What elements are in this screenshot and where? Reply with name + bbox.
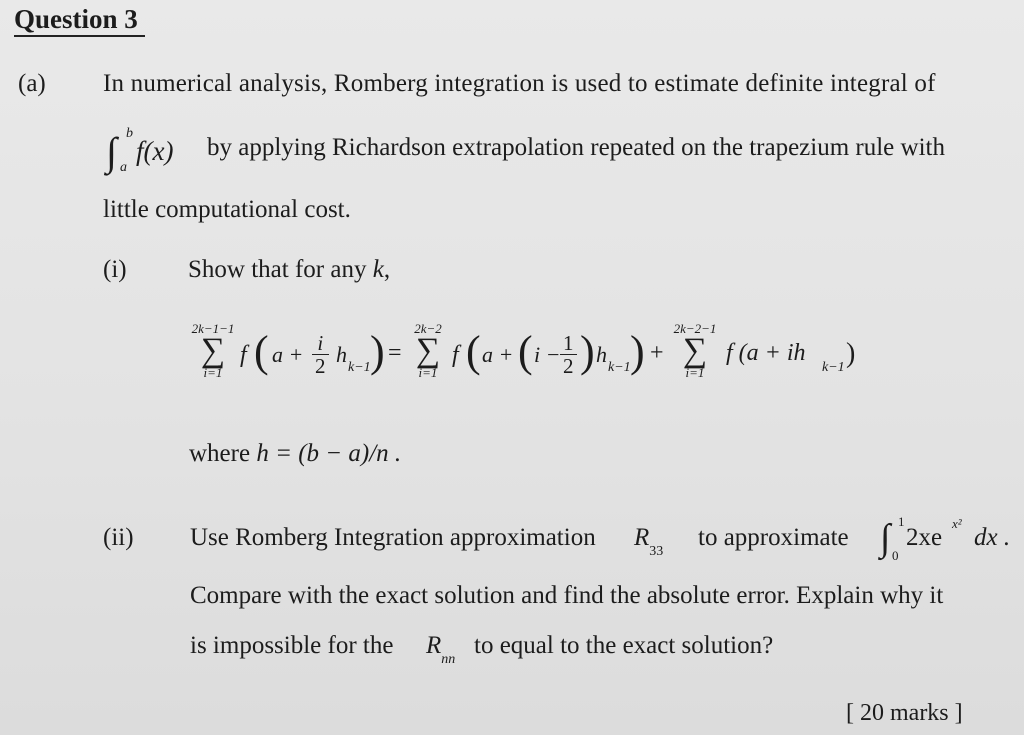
integral-0-to-1 — [880, 514, 1010, 564]
sigma-1: ∑ — [200, 332, 226, 369]
term2-frac-num: 1 — [563, 331, 574, 355]
part-a-label: (a) — [18, 70, 46, 97]
term1-frac-num: i — [317, 331, 324, 355]
integral-sign: ∫ — [106, 129, 117, 174]
part-a-line1: In numerical analysis, Romberg integration is used to estimate definite integral of — [103, 70, 936, 97]
term2-rparen-outer: ) — [630, 327, 645, 376]
term2-i: i − — [534, 342, 561, 367]
r33 — [634, 524, 664, 559]
integrand-exp: x² — [952, 516, 962, 531]
dx: dx . — [974, 524, 1011, 551]
sum-1-lower: i=1 — [203, 365, 223, 380]
title-underline — [14, 35, 145, 37]
integral-body: f(x) — [136, 136, 174, 166]
term1-f: f — [240, 342, 247, 368]
sum-1 — [188, 322, 238, 380]
integrand: 2xe — [906, 524, 943, 551]
equals-sign: = — [388, 340, 402, 366]
part-i-label: (i) — [103, 256, 127, 283]
part-ii-line1-a: Use Romberg Integration approximation — [190, 524, 596, 551]
where-line — [189, 440, 401, 468]
term1-frac — [312, 332, 329, 377]
term1-rparen: ) — [370, 327, 385, 376]
int2-lower: 0 — [892, 548, 899, 563]
part-i-prefix: Show that for any — [188, 256, 367, 283]
term3: f (a + ih — [726, 340, 806, 366]
part-ii-label: (ii) — [103, 524, 134, 551]
sum-3-lower: i=1 — [685, 365, 705, 380]
term2-rparen-inner: ) — [580, 327, 595, 376]
part-a-line2: by applying Richardson extrapolation repeated on the trapezium rule with — [207, 134, 945, 161]
integral-a-to-b — [106, 124, 206, 176]
int2-upper: 1 — [898, 514, 905, 529]
part-i-suffix: , — [383, 256, 391, 283]
part-i-var: k — [372, 256, 384, 283]
rnn-sub: nn — [441, 652, 456, 667]
sum-2 — [406, 322, 450, 380]
integral-sign-2: ∫ — [880, 517, 891, 559]
part-a-line3: little computational cost. — [103, 196, 351, 223]
sum-3-upper: 2k−2−1 — [673, 321, 717, 336]
part-ii-line3-a: is impossible for the — [190, 632, 394, 659]
sigma-3: ∑ — [682, 332, 708, 369]
term3-sub: k−1 — [822, 360, 845, 375]
sum-3 — [668, 322, 722, 380]
part-ii-line1-b: to approximate — [698, 524, 849, 551]
integral-lower-limit: a — [120, 160, 127, 175]
question-title: Question 3 — [14, 4, 138, 34]
term1-lparen: ( — [254, 327, 269, 376]
term2-h-sub: k−1 — [608, 360, 631, 375]
where-word: where — [189, 440, 251, 467]
term2-frac — [560, 332, 577, 377]
r33-sub: 33 — [649, 544, 664, 559]
equation — [180, 318, 860, 408]
sum-2-upper: 2k−2 — [414, 321, 442, 336]
r33-R: R — [634, 524, 650, 551]
term2-lparen-inner: ( — [518, 327, 533, 376]
term2-a: a + — [482, 342, 514, 367]
integral-upper-limit: b — [126, 126, 133, 141]
term1-h: h — [336, 342, 347, 367]
term1-frac-den: 2 — [312, 354, 329, 377]
term2-h: h — [596, 342, 607, 367]
term2-frac-den: 2 — [560, 354, 577, 377]
rnn-R: R — [426, 632, 442, 659]
part-ii-line3-b: to equal to the exact solution? — [474, 632, 774, 659]
part-ii-line2: Compare with the exact solution and find the absolute error. Explain why it — [190, 582, 944, 609]
term1-h-sub: k−1 — [348, 360, 371, 375]
sum-2-lower: i=1 — [418, 365, 438, 380]
where-expr: h = (b − a)/n . — [256, 440, 402, 467]
part-i-text — [188, 256, 390, 284]
term1-a: a + — [272, 342, 304, 367]
plus-sign: + — [650, 340, 664, 366]
rnn — [426, 632, 456, 667]
sigma-2: ∑ — [415, 332, 441, 369]
marks: [ 20 marks ] — [846, 700, 963, 726]
sum-1-upper: 2k−1−1 — [191, 321, 235, 336]
term3-close: ) — [846, 338, 856, 369]
term2-lparen-outer: ( — [466, 327, 481, 376]
term2-f: f — [452, 342, 459, 368]
